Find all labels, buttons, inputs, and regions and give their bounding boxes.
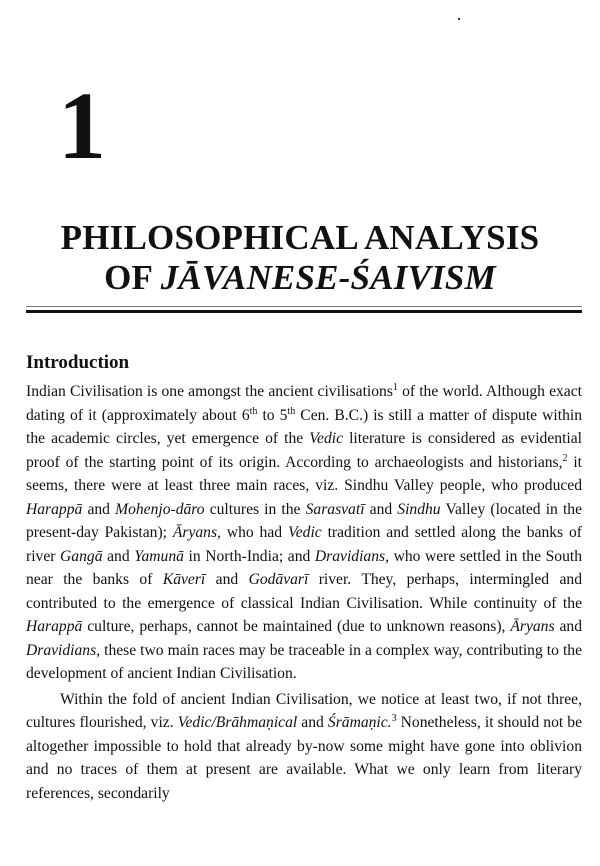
text-run: Nonetheless, it should not be altogether impossible to hold that already by-now some might have gone into oblivion and no traces of them at present are available. What we only learn from literary references, secondarily (26, 714, 582, 802)
footnote-marker: th (249, 405, 258, 417)
text-run: Valley (located in the present-day Pakistan); (26, 500, 583, 541)
italic-term: Kāverī (162, 571, 206, 588)
italic-term: Gangā (60, 547, 103, 565)
text-run: these two main races may be traceable in a complex way, contributing to the development of ancient Indian Civilisation. (26, 641, 582, 682)
title-divider-thick (26, 310, 582, 313)
chapter-number: 1 (58, 72, 106, 179)
italic-term: Dravidians, (314, 547, 389, 565)
text-run: and (102, 547, 135, 565)
italic-term: Dravidians, (26, 641, 101, 659)
text-run: who were settled in the South near the banks of (26, 547, 583, 588)
italic-term: Śrāmaṇic. (327, 714, 392, 731)
section-heading: Introduction (26, 352, 130, 373)
footnote-marker: th (287, 405, 296, 417)
text-run: and (82, 500, 116, 518)
paragraph-1 (26, 380, 582, 686)
text-run: and (297, 714, 328, 731)
text-run: Within the fold of ancient Indian Civilisation, we notice at least two, if not three, cultures flourished, viz. (26, 690, 582, 731)
italic-term: Yamunā (134, 547, 184, 565)
chapter-title-italic: JĀVANESE-ŚAIVISM (160, 258, 496, 297)
italic-term: Harappā (26, 618, 83, 635)
italic-term: Sindhu (397, 500, 441, 518)
italic-term: Sarasvatī (305, 500, 365, 518)
text-run: to 5 (257, 406, 288, 424)
footnote-marker: 1 (392, 381, 398, 393)
text-run: Cen. B.C.) is still a matter of dispute within the academic circles, yet emergence of the (26, 406, 582, 447)
body-text (26, 380, 582, 805)
paragraph-2 (26, 688, 582, 806)
text-run: and (554, 618, 582, 635)
text-run: culture, perhaps, cannot be maintained (due to unknown reasons), (82, 618, 511, 635)
title-divider-thin (26, 306, 582, 307)
italic-term: Mohenjo-dāro (115, 500, 205, 518)
text-run: who had (220, 524, 288, 541)
italic-term: Āryans, (172, 524, 221, 541)
text-run: cultures in the (204, 500, 306, 518)
chapter-title-line-1: PHILOSOPHICAL ANALYSIS (60, 218, 540, 257)
chapter-title-prefix: OF (104, 258, 161, 297)
chapter-title-line-2 (0, 260, 600, 295)
text-run: Indian Civilisation is one amongst the ancient civilisations (26, 383, 393, 400)
italic-term: Vedic (309, 430, 344, 447)
italic-term: Vedic (287, 524, 322, 541)
scan-speck (458, 18, 460, 20)
text-run: tradition and settled along the banks of river (26, 524, 582, 565)
text-run: and (205, 571, 249, 588)
text-run: it seems, there were at least three main races, viz. Sindhu Valley people, who produced (26, 453, 582, 494)
text-run: and (364, 500, 398, 518)
text-run: river. They, perhaps, intermingled and contributed to the emergence of classical Indian Civilisation. While continuity of the (26, 571, 582, 612)
text-run: literature is considered as evidential proof of the starting point of its origin. According to archaeologists and historians, (26, 430, 582, 471)
text-run: in North-India; and (183, 547, 315, 565)
italic-term: Godāvarī (248, 571, 309, 588)
text-run: of the world. Although exact dating of it (approximately about 6 (26, 383, 582, 424)
footnote-marker: 3 (391, 712, 397, 724)
footnote-marker: 2 (562, 452, 568, 464)
italic-term: Vedic/Brāhmaṇical (177, 714, 298, 731)
italic-term: Harappā (26, 500, 83, 518)
italic-term: Āryans (510, 618, 555, 635)
